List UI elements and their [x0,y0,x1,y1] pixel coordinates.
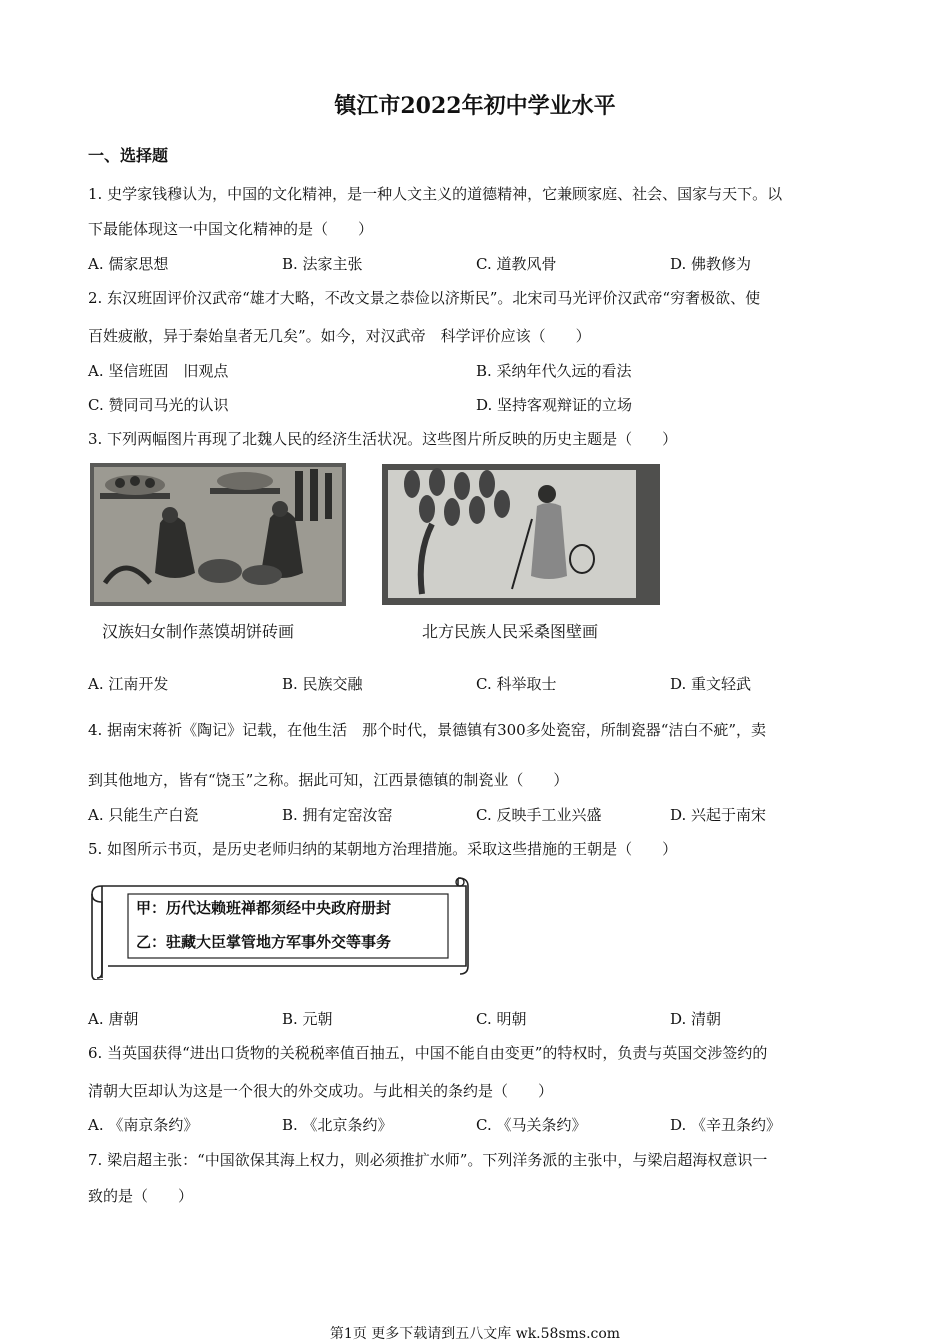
question-1-line-2: 下最能体现这一中国文化精神的是（ ） [88,220,374,238]
q1-option-b: B. 法家主张 [282,255,363,273]
question-4-line-2: 到其他地方，皆有“饶玉”之称。据此可知，江西景德镇的制瓷业（ ） [88,771,569,789]
caption-brick-painting: 汉族妇女制作蒸馍胡饼砖画 [102,622,295,641]
q2-option-a: A. 坚信班固 旧观点 [88,362,229,380]
q6-option-b: B. 《北京条约》 [282,1116,393,1134]
q5-option-c: C. 明朝 [476,1010,527,1028]
page-title: 镇江市2022年初中学业水平 [334,93,616,119]
q2-option-d: D. 坚持客观辩证的立场 [476,396,633,414]
q2-option-c: C. 赞同司马光的认识 [88,396,229,414]
question-7-line-1: 7. 梁启超主张：“中国欲保其海上权力，则必须推扩水师”。下列洋务派的主张中，与梁启超海权意识一 [88,1151,768,1169]
q2-option-b: B. 采纳年代久远的看法 [476,362,632,380]
mural-image [382,464,660,605]
q5-option-b: B. 元朝 [282,1010,333,1028]
scroll-line-jia: 甲：历代达赖班禅都须经中央政府册封 [136,899,392,917]
question-4-line-1: 4. 据南宋蒋祈《陶记》记载，在他生活 那个时代，景德镇有300多处瓷窑，所制瓷器“洁白不疵”，卖 [88,721,767,739]
q4-option-d: D. 兴起于南宋 [670,806,767,824]
section-heading: 一、选择题 [88,146,169,165]
page-footer: 第1页 更多下载请到五八文库 wk.58sms.com [329,1326,621,1342]
q3-option-a: A. 江南开发 [88,675,169,693]
brick-painting-image [90,463,346,606]
caption-mural: 北方民族人民采桑图壁画 [422,622,599,641]
q1-option-a: A. 儒家思想 [88,255,169,273]
question-6-line-2: 清朝大臣却认为这是一个很大的外交成功。与此相关的条约是（ ） [88,1082,554,1100]
q3-option-b: B. 民族交融 [282,675,363,693]
q5-option-d: D. 清朝 [670,1010,722,1028]
q6-option-d: D. 《辛丑条约》 [670,1116,782,1134]
question-3-line-1: 3. 下列两幅图片再现了北魏人民的经济生活状况。这些图片所反映的历史主题是（ ） [88,430,678,448]
q4-option-c: C. 反映手工业兴盛 [476,806,602,824]
q6-option-c: C. 《马关条约》 [476,1116,587,1134]
q4-option-b: B. 拥有定窑汝窑 [282,806,393,824]
q3-option-c: C. 科举取士 [476,675,557,693]
q1-option-c: C. 道教风骨 [476,255,557,273]
q3-option-d: D. 重文轻武 [670,675,752,693]
question-2-line-1: 2. 东汉班固评价汉武帝“雄才大略，不改文景之恭俭以济斯民”。北宋司马光评价汉武帝“穷奢极欲、使 [88,289,761,307]
question-7-line-2: 致的是（ ） [88,1187,194,1205]
q5-option-a: A. 唐朝 [88,1010,139,1028]
q6-option-a: A. 《南京条约》 [88,1116,199,1134]
question-2-line-2: 百姓疲敝，异于秦始皇者无几矣”。如今，对汉武帝 科学评价应该（ ） [88,327,591,345]
q1-option-d: D. 佛教修为 [670,255,752,273]
question-5-line-1: 5. 如图所示书页，是历史老师归纳的某朝地方治理措施。采取这些措施的王朝是（ ） [88,840,678,858]
question-6-line-1: 6. 当英国获得“进出口货物的关税税率值百抽五，中国不能自由变更”的特权时，负责与英国交涉签约的 [88,1044,768,1062]
q4-option-a: A. 只能生产白瓷 [88,806,199,824]
scroll-line-yi: 乙：驻藏大臣掌管地方军事外交等事务 [136,933,392,951]
question-1-line-1: 1. 史学家钱穆认为，中国的文化精神，是一种人文主义的道德精神，它兼顾家庭、社会、国家与天下。以 [88,185,783,203]
scroll-figure [88,872,476,980]
